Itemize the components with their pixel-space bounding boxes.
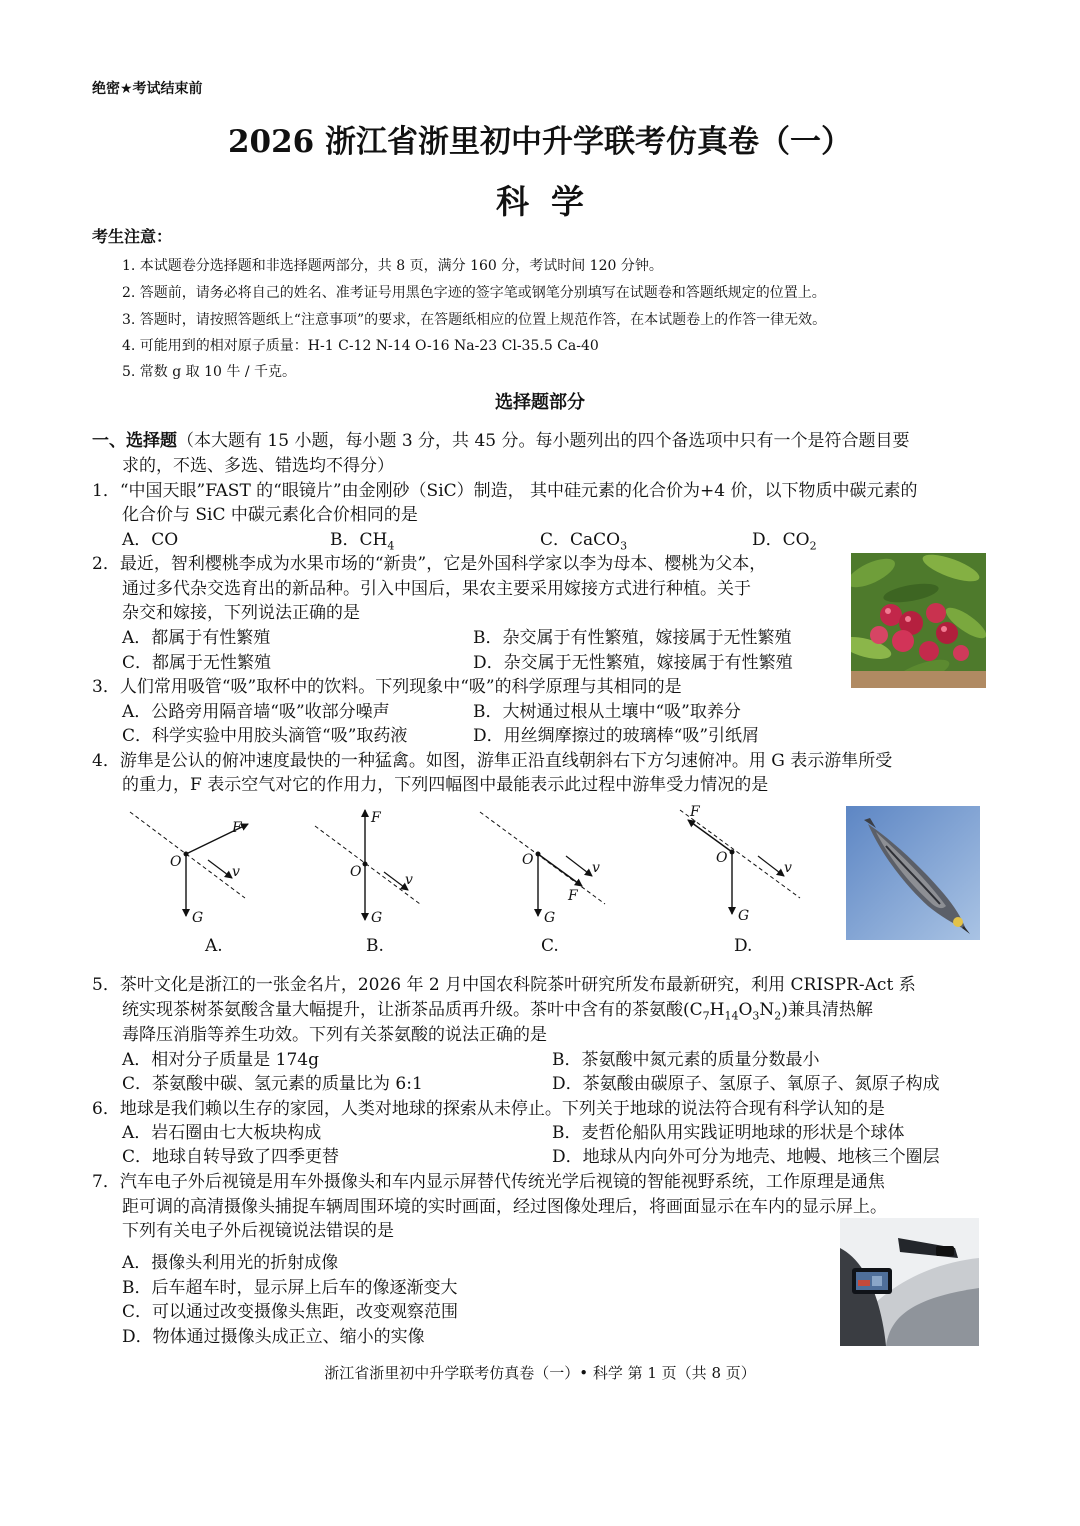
- part1-heading: 一、选择题: [92, 431, 177, 451]
- formula-sub: 7: [702, 1009, 710, 1023]
- q7-stem-cont: 下列有关电子外后视镜说法错误的是: [122, 1221, 394, 1241]
- q5-option-a: A．相对分子质量是 174g: [122, 1050, 320, 1070]
- label-f: F: [690, 804, 700, 820]
- velocity-arrow: [758, 856, 784, 876]
- label-v: v: [232, 864, 240, 880]
- q2-option-d: D．杂交属于无性繁殖，嫁接属于有性繁殖: [473, 653, 793, 673]
- q3-option-a: A．公路旁用隔音墙“吸”收部分噪声: [122, 702, 390, 722]
- formula-sub: 14: [724, 1009, 739, 1023]
- label-f: F: [568, 888, 578, 904]
- formula-h: H: [709, 1000, 725, 1020]
- q7-stem: 7．汽车电子外后视镜是用车外摄像头和车内显示屏替代传统光学后视镜的智能视野系统，工作原理是通焦: [92, 1172, 885, 1192]
- q3-option-c: C．科学实验中用胶头滴管“吸”取药液: [122, 726, 408, 746]
- q1-stem: 1．“中国天眼”FAST 的“眼镜片”由金刚砂（SiC）制造， 其中硅元素的化合价为+4 价，以下物质中碳元素的: [92, 481, 918, 501]
- q4-label-a: A.: [205, 936, 223, 956]
- notice-item: 1. 本试题卷分选择题和非选择题两部分，共 8 页，满分 160 分，考试时间 120 分钟。: [122, 258, 663, 274]
- label-o: O: [170, 854, 182, 870]
- part1-desc: （本大题有 15 小题，每小题 3 分，共 45 分。每小题列出的四个备选项中只有一个是符合题目要: [177, 431, 910, 451]
- q7-option-b: B．后车超车时，显示屏上后车的像逐渐变大: [122, 1278, 458, 1298]
- velocity-arrow: [208, 860, 232, 878]
- q1-stem-cont: 化合价与 SiC 中碳元素化合价相同的是: [122, 505, 418, 525]
- q5-text-a: 统实现茶树茶氨酸含量大幅提升，让浙茶品质再升级。茶叶中含有的茶氨酸(C: [122, 1000, 703, 1020]
- formula-n: N: [759, 1000, 775, 1020]
- q3-stem: 3．人们常用吸管“吸”取杯中的饮料。下列现象中“吸”的科学原理与其相同的是: [92, 677, 682, 697]
- q2-option-c: C．都属于无性繁殖: [122, 653, 272, 673]
- notice-item: 4. 可能用到的相对原子质量：H-1 C-12 N-14 O-16 Na-23 Cl-35.5 Ca-40: [122, 338, 599, 354]
- exam-title: 2026 浙江省浙里初中升学联考仿真卷（一）: [227, 124, 853, 160]
- label-g: G: [371, 910, 383, 926]
- q1-d-text: D．CO: [752, 530, 810, 550]
- q6-stem: 6．地球是我们赖以生存的家园，人类对地球的探索从未停止。下列关于地球的说法符合现有科学认知的是: [92, 1099, 885, 1119]
- q6-option-d: D．地球从内向外可分为地壳、地幔、地核三个圈层: [552, 1147, 940, 1167]
- q6-option-a: A．岩石圈由七大板块构成: [122, 1123, 322, 1143]
- q5-stem: 5．茶叶文化是浙江的一张金名片，2026 年 2 月中国农科院茶叶研究所发布最新研究，利用 CRISPR-Act 系: [92, 975, 916, 995]
- notice-item: 5. 常数 g 取 10 牛 / 千克。: [122, 364, 297, 380]
- label-o: O: [350, 864, 362, 880]
- formula-sub: 3: [752, 1009, 760, 1023]
- q4-label-b: B.: [366, 936, 384, 956]
- q5-stem-cont: [122, 995, 873, 1022]
- velocity-arrow: [566, 856, 592, 876]
- q4-stem: 4．游隼是公认的俯冲速度最快的一种猛禽。如图，游隼正沿直线朝斜右下方匀速俯冲。用 G 表示游隼所受: [92, 751, 893, 771]
- q5-option-d: D．茶氨酸由碳原子、氢原子、氧原子、氮原子构成: [552, 1074, 940, 1094]
- formula-o: O: [738, 1000, 753, 1020]
- label-o: O: [522, 852, 534, 868]
- q7-option-c: C．可以通过改变摄像头焦距，改变观察范围: [122, 1302, 459, 1322]
- q1-b-sub: 4: [387, 539, 395, 553]
- q7-option-a: A．摄像头利用光的折射成像: [122, 1253, 339, 1273]
- air-force-arrow: [538, 854, 582, 886]
- electronic-mirror-photo: [840, 1218, 979, 1346]
- q4-label-d: D.: [734, 936, 753, 956]
- page-footer: 浙江省浙里初中升学联考仿真卷（一）• 科学 第 1 页（共 8 页）: [324, 1364, 756, 1382]
- label-v: v: [405, 872, 413, 888]
- notice-item: 2. 答题前，请务必将自己的姓名、准考证号用黑色字迹的签字笔或钢笔分别填写在试题卷和答题纸规定的位置上。: [122, 285, 826, 301]
- diagram-a: [130, 812, 248, 926]
- label-v: v: [784, 860, 792, 876]
- q1-option-a: A．CO: [122, 530, 179, 550]
- label-v: v: [592, 860, 600, 876]
- diagram-c: [480, 812, 605, 926]
- label-f: F: [371, 810, 381, 826]
- label-g: G: [192, 910, 204, 926]
- q4-stem-cont: 的重力，F 表示空气对它的作用力，下列四幅图中最能表示此过程中游隼受力情况的是: [122, 775, 769, 795]
- q2-stem: 2．最近，智利樱桃李成为水果市场的“新贵”，它是外国科学家以李为母本、樱桃为父本，: [92, 554, 767, 574]
- q1-c-text: C．CaCO: [540, 530, 621, 550]
- flight-path-line: [315, 826, 420, 904]
- q1-c-sub: 3: [620, 539, 628, 553]
- label-f: F: [232, 820, 242, 836]
- q2-option-b: B．杂交属于有性繁殖，嫁接属于无性繁殖: [473, 628, 792, 648]
- notice-item: 3. 答题时，请按照答题纸上“注意事项”的要求，在答题纸相应的位置上规范作答，在本试题卷上的作答一律无效。: [122, 312, 827, 328]
- q1-d-sub: 2: [809, 539, 817, 553]
- label-g: G: [738, 908, 750, 924]
- q2-stem-cont: 通过多代杂交选育出的新品种。引入中国后，果农主要采用嫁接方式进行种植。关于: [122, 579, 751, 599]
- confidential-mark: 绝密★考试结束前: [92, 81, 203, 97]
- part1-desc-cont: 求的，不选、多选、错选均不得分）: [122, 456, 394, 476]
- q5-text-b: )兼具清热解: [781, 1000, 873, 1020]
- q2-stem-cont: 杂交和嫁接，下列说法正确的是: [122, 603, 360, 623]
- q6-option-c: C．地球自转导致了四季更替: [122, 1147, 340, 1167]
- q7-option-d: D．物体通过摄像头成正立、缩小的实像: [122, 1327, 425, 1347]
- q4-label-c: C.: [541, 936, 559, 956]
- diagram-b: [315, 810, 420, 926]
- falcon-photo: [846, 806, 980, 940]
- subject-title: 科学: [496, 182, 606, 221]
- label-g: G: [544, 910, 556, 926]
- q5-stem-cont: 毒降压消脂等养生功效。下列有关茶氨酸的说法正确的是: [122, 1025, 547, 1045]
- q3-option-d: D．用丝绸摩擦过的玻璃棒“吸”引纸屑: [473, 726, 760, 746]
- diagram-d: [680, 804, 800, 924]
- q7-stem-cont: 距可调的高清摄像头捕捉车辆周围环境的实时画面，经过图像处理后，将画面显示在车内的显示屏上。: [122, 1197, 887, 1217]
- q2-option-a: A．都属于有性繁殖: [122, 628, 271, 648]
- flight-path-line: [680, 810, 800, 898]
- q5-option-c: C．茶氨酸中碳、氢元素的质量比为 6:1: [122, 1074, 423, 1094]
- part1-heading-line: [92, 426, 910, 451]
- notice-heading: 考生注意：: [92, 227, 173, 246]
- q6-option-b: B．麦哲伦船队用实践证明地球的形状是个球体: [552, 1123, 905, 1143]
- cherry-plum-photo: [851, 553, 986, 688]
- q4-force-diagrams: [120, 800, 820, 960]
- formula-sub: 2: [774, 1009, 782, 1023]
- q3-option-b: B．大树通过根从土壤中“吸”取养分: [473, 702, 741, 722]
- q1-b-text: B．CH: [330, 530, 388, 550]
- section-title: 选择题部分: [495, 392, 585, 413]
- q5-option-b: B．茶氨酸中氮元素的质量分数最小: [552, 1050, 820, 1070]
- air-force-arrow: [688, 820, 732, 852]
- label-o: O: [716, 850, 728, 866]
